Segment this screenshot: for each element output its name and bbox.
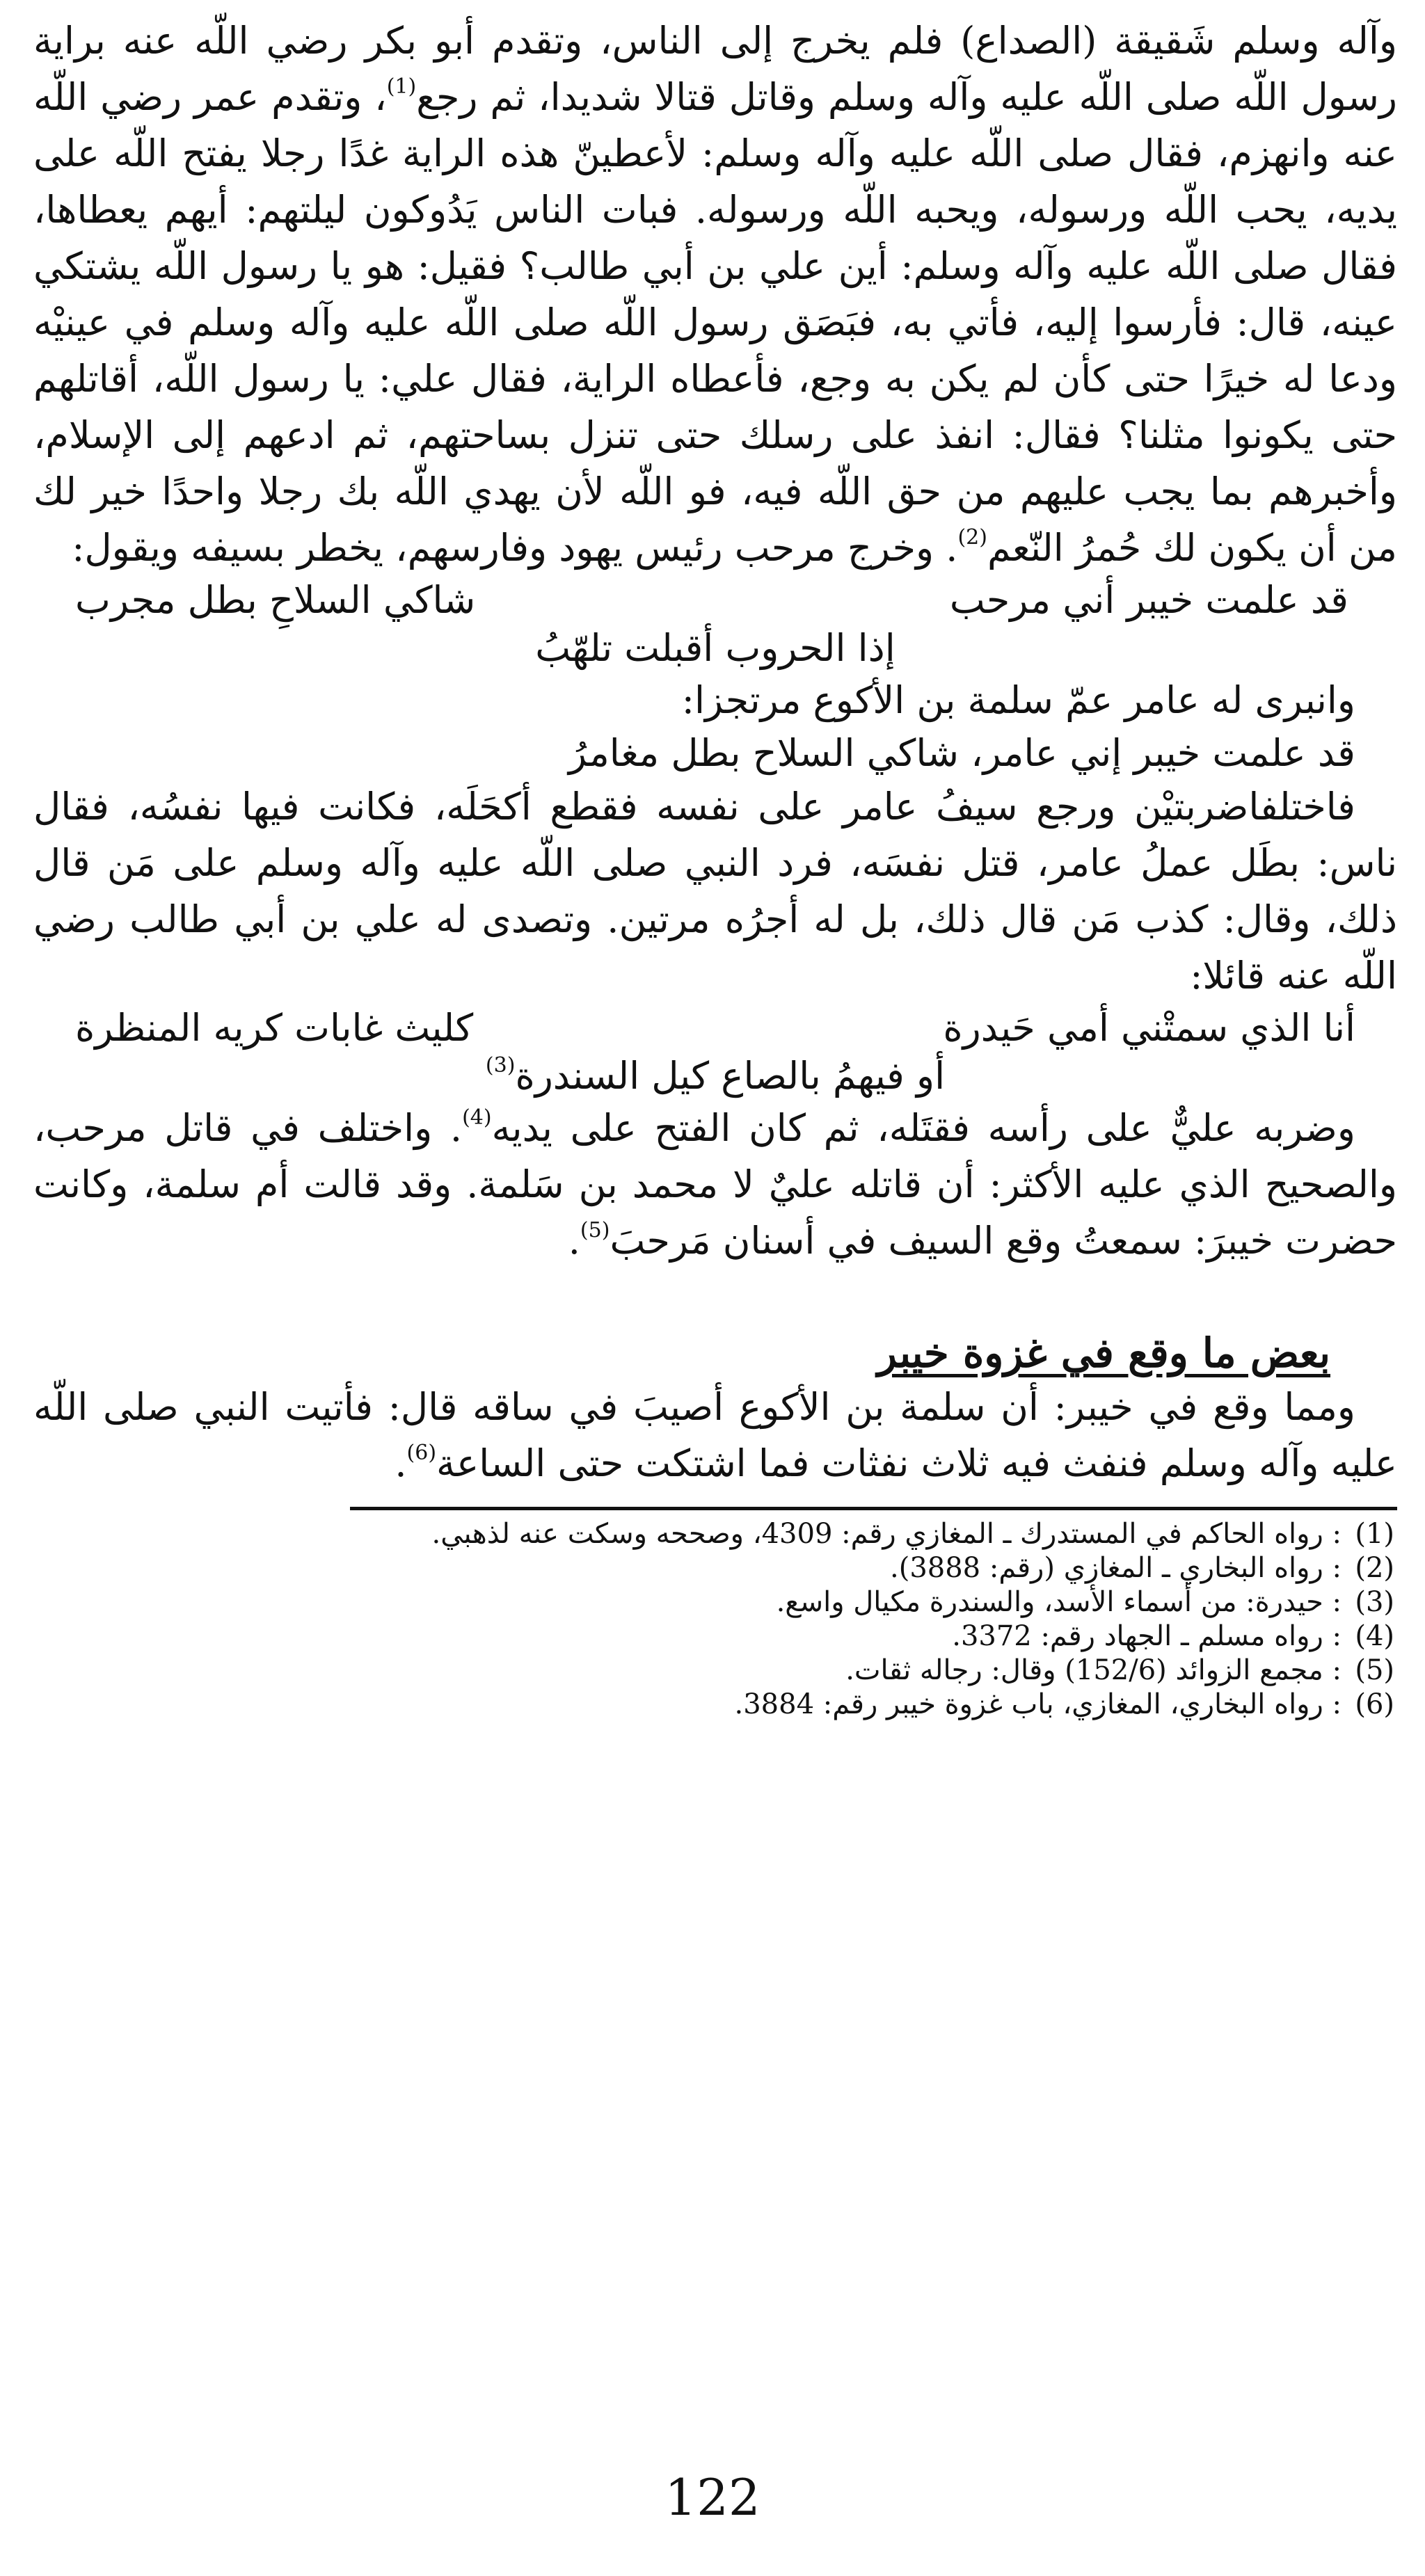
footnote-number: (2)	[1355, 1552, 1394, 1584]
footnote-number: (1)	[1355, 1518, 1394, 1550]
section-heading-text: بعض ما وقع في غزوة خيبر	[877, 1329, 1330, 1377]
paragraph-text: وآله وسلم شَقيقة (الصداع) فلم يخرج إلى الناس، وتقدم أبو بكر رضي اللّه عنه براية رسول اللّه صلى اللّه عليه وآله وسلم وقاتل قتالا شديدا، ثم رجع	[33, 19, 1398, 119]
footnote-ref-2[interactable]: (2)	[957, 525, 987, 550]
footnote-ref-5[interactable]: (5)	[580, 1218, 610, 1242]
verse-hemistich-right: أنا الذي سمتْني أمي حَيدرة	[943, 1006, 1355, 1050]
paragraph-khaybar-banner	[33, 13, 1397, 576]
footnotes	[33, 1517, 1397, 1722]
paragraph-text: ، وتقدم عمر رضي اللّه عنه وانهزم، فقال صلى اللّه عليه وآله وسلم: لأعطينّ هذه الراية غدًا رجلا يفتح اللّه على يديه، يحب اللّه ورسوله، ويحبه اللّه ورسوله. فبات الناس يَدُوكون ليلتهم: أيهم يعطاها، فقال صلى اللّه عليه وآله وسلم: أين علي بن أبي طالب؟ فقيل: هو يا رسول اللّه يشتكي عينه، قال: فأرسوا إليه، فأتي به، فبَصَق رسول اللّه صلى اللّه عليه وآله وسلم في عينيْه ودعا له خيرًا حتى كأن لم يكن به وجع، فأعطاه الراية، فقال علي: يا رسول اللّه، أقاتلهم حتى يكونوا مثلنا؟ فقال: انفذ على رسلك حتى تنزل بساحتهم، ثم ادعهم إلى الإسلام، وأخبرهم بما يجب عليهم من حق اللّه فيه، فو اللّه لأن يهدي اللّه بك رجلا واحدًا خير لك من أن يكون لك حُمرُ النّعم	[33, 75, 1397, 570]
verse-text: أو فيهمُ بالصاع كيل السندرة	[515, 1054, 946, 1098]
verse-amir: قد علمت خيبر إني عامر، شاكي السلاح بطل مغامرُ	[568, 731, 1355, 775]
page-number: 122	[664, 2468, 761, 2527]
footnote-1	[33, 1517, 1394, 1551]
footnote-number: (3)	[1355, 1586, 1394, 1618]
paragraph-text: ومما وقع في خيبر: أن سلمة بن الأكوع أصيبَ في ساقه قال: فأتيت النبي صلى اللّه عليه وآله وسلم فنفث فيه ثلاث نفثات فما اشتكت حتى الساعة	[33, 1385, 1397, 1485]
verse-marhab-continuation: إذا الحروب أقبلت تلهّبُ	[535, 626, 895, 670]
footnote-ref-1[interactable]: (1)	[386, 74, 417, 99]
footnote-ref-6[interactable]: (6)	[406, 1441, 437, 1465]
footnote-4	[33, 1619, 1394, 1654]
paragraph-amir-intro: وانبرى له عامر عمّ سلمة بن الأكوع مرتجزا:	[681, 678, 1355, 722]
paragraph-salama	[33, 1379, 1397, 1491]
footnote-text: : رواه مسلم ـ الجهاد رقم: 3372.	[952, 1620, 1342, 1652]
verse-hemistich-left: كليث غابات كريه المنظرة	[75, 1006, 474, 1050]
footnote-number: (6)	[1355, 1688, 1394, 1720]
verse-hemistich-right: قد علمت خيبر أني مرحب	[949, 578, 1348, 622]
paragraph-text: . واختلف في قاتل مرحب، والصحيح الذي عليه الأكثر: أن قاتله عليٌ لا محمد بن سَلمة. وقد قالت أم سلمة، وكانت حضرت خيبرَ: سمعتُ وقع السيف في أسنان مَرحبَ	[33, 1106, 1397, 1263]
footnote-text: : رواه الحاكم في المستدرك ـ المغازي رقم: 4309، وصححه وسكت عنه لذهبي.	[431, 1518, 1342, 1550]
paragraph-text: وضربه عليٌّ على رأسه فقتَله، ثم كان الفتح على يديه	[491, 1106, 1355, 1150]
verse-hemistich-left: شاكي السلاحِ بطل مجرب	[75, 578, 476, 622]
footnote-2	[33, 1551, 1394, 1585]
footnote-6	[33, 1688, 1394, 1722]
footnote-divider	[350, 1507, 1397, 1510]
paragraph-text: .	[568, 1219, 580, 1263]
footnote-ref-4[interactable]: (4)	[462, 1105, 492, 1130]
footnote-text: : رواه البخاري ـ المغازي (رقم: 3888).	[890, 1552, 1342, 1584]
section-heading	[33, 1327, 1397, 1379]
footnote-text: : رواه البخاري، المغازي، باب غزوة خيبر رقم: 3884.	[734, 1688, 1342, 1720]
verse-ali-continuation	[33, 1053, 1397, 1100]
footnote-text: : مجمع الزوائد (152/6) وقال: رجاله ثقات.	[845, 1654, 1342, 1686]
footnote-3	[33, 1585, 1394, 1619]
footnote-number: (5)	[1355, 1654, 1394, 1686]
paragraph-conquest	[33, 1100, 1397, 1269]
paragraph-text: . وخرج مرحب رئيس يهود وفارسهم، يخطر بسيفه ويقول:	[72, 526, 958, 570]
footnote-number: (4)	[1355, 1620, 1394, 1652]
verse-marhab	[33, 576, 1397, 625]
footnote-ref-3[interactable]: (3)	[485, 1053, 516, 1078]
paragraph-text: .	[395, 1441, 407, 1485]
main-text	[33, 0, 1397, 1491]
footnote-text: : حيدرة: من أسماء الأسد، والسندرة مكيال واسع.	[776, 1586, 1342, 1618]
footnote-5	[33, 1654, 1394, 1688]
paragraph-amir-death: فاختلفاضربتيْن ورجع سيفُ عامر على نفسه فقطع أكحَلَه، فكانت فيها نفسُه، فقال ناس: بطَل عملُ عامر، قتل نفسَه، فرد النبي صلى اللّه عليه وآله وسلم على مَن قال ذلك، وقال: كذب مَن قال ذلك، بل له أجرُه مرتين. وتصدى له علي بن أبي طالب رضي اللّه عنه قائلا:	[33, 785, 1397, 998]
verse-ali	[33, 1004, 1397, 1053]
